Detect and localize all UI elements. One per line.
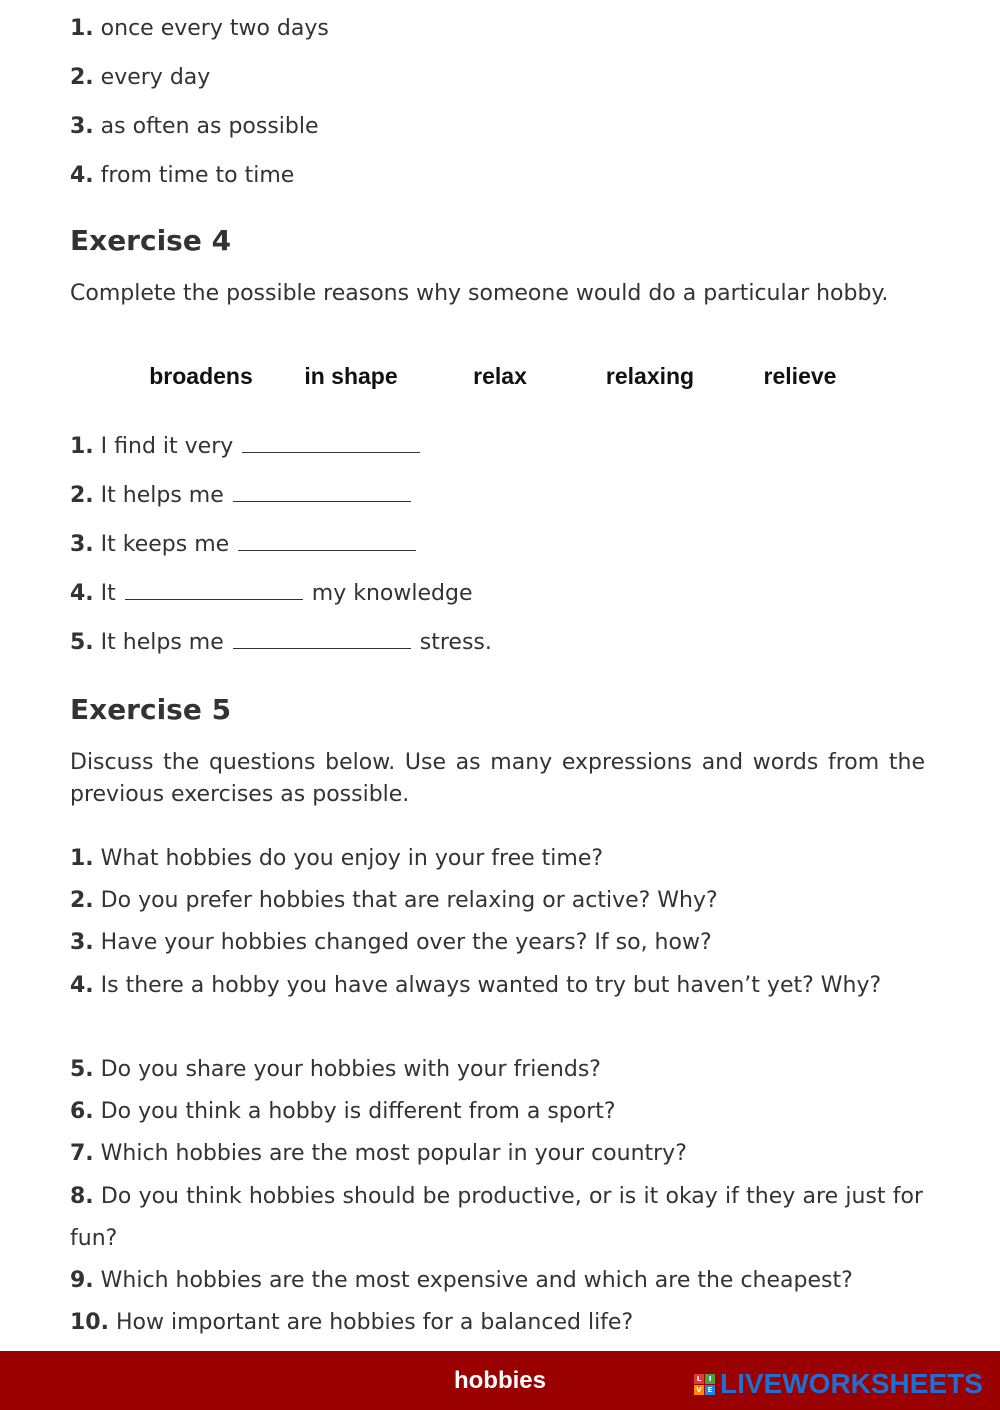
word-bank-relieve: relieve — [763, 363, 837, 389]
exercise4-title: Exercise 4 — [70, 224, 232, 257]
prev-list-item-1: 1. once every two days — [70, 16, 329, 41]
question-9: 9. Which hobbies are the most expensive and which are the cheapest? — [70, 1268, 853, 1293]
exercise4-item-3: 3. It keeps me — [70, 532, 418, 558]
exercise5-instruction: Discuss the questions below. Use as many expressions and words from the previous exercises as possible. — [70, 750, 925, 807]
exercise4-item-4: 4. It my knowledge — [70, 581, 473, 606]
exercise4-item-2: 2. It helps me — [70, 483, 413, 509]
question-6: 6. Do you think a hobby is different from a sport? — [70, 1099, 616, 1124]
answer-blank-5[interactable] — [233, 630, 411, 649]
answer-blank-1[interactable] — [242, 434, 420, 453]
exercise4-item-5: 5. It helps me stress. — [70, 630, 492, 655]
word-bank-relaxing: relaxing — [605, 363, 695, 389]
word-bank-relax: relax — [473, 363, 527, 389]
exercise5-title: Exercise 5 — [70, 693, 232, 726]
word-bank-in-shape: in shape — [304, 363, 398, 389]
exercise4-item-1: 1. I find it very — [70, 434, 422, 460]
question-3: 3. Have your hobbies changed over the years? If so, how? — [70, 930, 712, 955]
prev-list-item-2: 2. every day — [70, 65, 211, 90]
question-7: 7. Which hobbies are the most popular in your country? — [70, 1141, 687, 1166]
prev-list-item-4: 4. from time to time — [70, 163, 295, 188]
question-2: 2. Do you prefer hobbies that are relaxing or active? Why? — [70, 888, 718, 913]
answer-blank-2[interactable] — [233, 483, 411, 502]
question-5: 5. Do you share your hobbies with your friends? — [70, 1057, 601, 1082]
question-1: 1. What hobbies do you enjoy in your free time? — [70, 846, 604, 871]
answer-blank-4[interactable] — [125, 581, 303, 600]
footer-title: hobbies — [453, 1367, 546, 1394]
exercise4-instruction: Complete the possible reasons why someone would do a particular hobby. — [70, 281, 889, 306]
question-10: 10. How important are hobbies for a balanced life? — [70, 1310, 634, 1335]
word-bank-broadens: broadens — [149, 363, 253, 389]
answer-blank-3[interactable] — [238, 532, 416, 551]
liveworksheets-logo-icon: L I V E — [694, 1374, 716, 1396]
prev-list-item-3: 3. as often as possible — [70, 114, 319, 139]
question-8: 8. Do you think hobbies should be productive, or is it okay if they are just for fun? — [70, 1184, 923, 1251]
question-4: 4. Is there a hobby you have always wanted to try but haven’t yet? Why? — [70, 973, 882, 998]
liveworksheets-logo-text[interactable]: LIVEWORKSHEETS — [720, 1368, 983, 1399]
